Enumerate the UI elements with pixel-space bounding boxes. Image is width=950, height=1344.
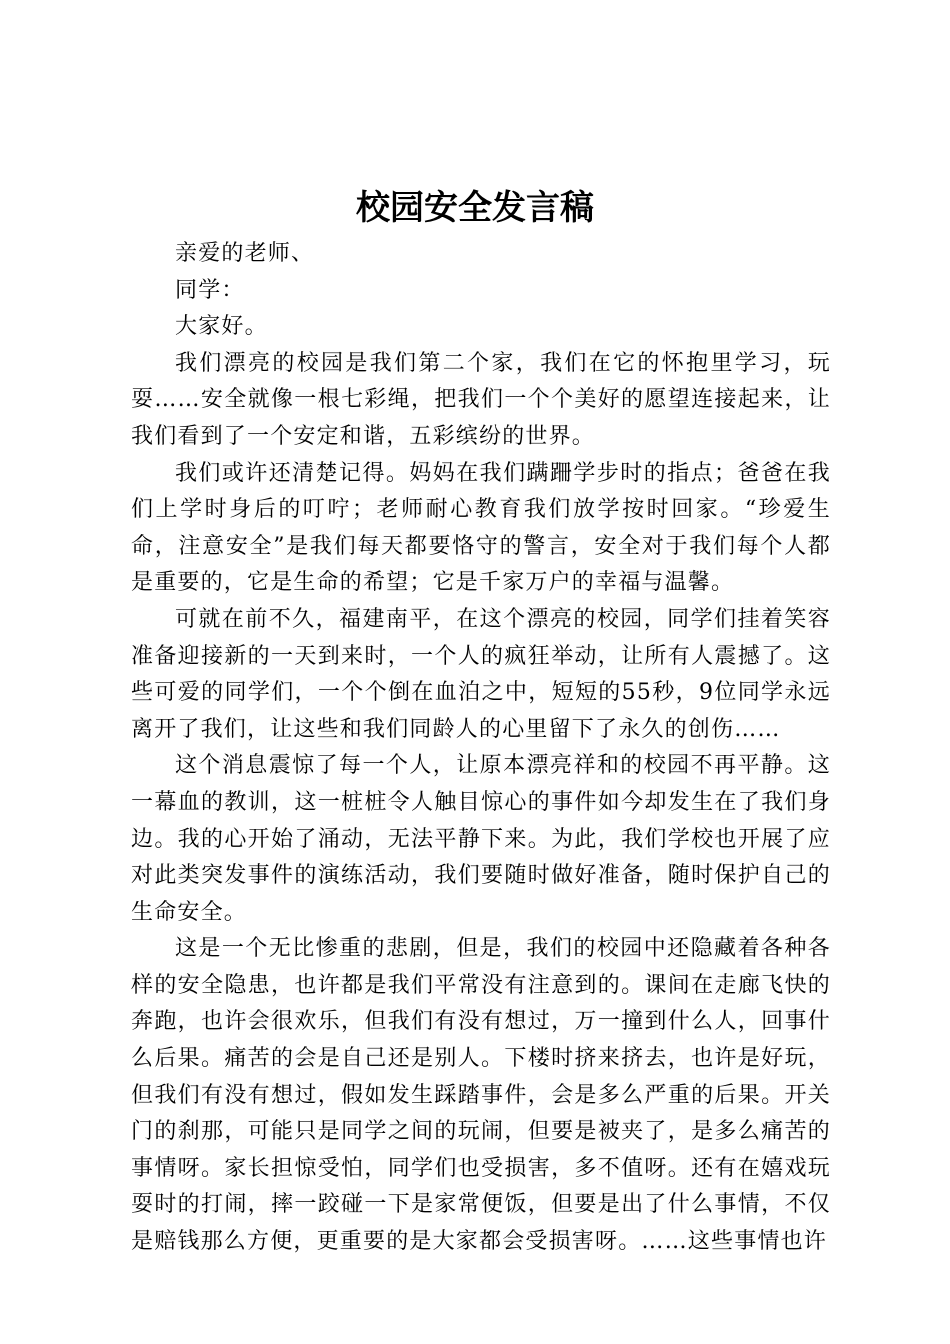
salutation-line-2: 同学： xyxy=(175,277,245,303)
salutation-line-1: 亲爱的老师、 xyxy=(175,241,315,266)
document-body xyxy=(131,236,831,1261)
body-paragraph: 我们漂亮的校园是我们第二个家，我们在它的怀抱里学习，玩耍……安全就像一根七彩绳，把我们一个个美好的愿望连接起来，让我们看到了一个安定和谐，五彩缤纷的世界。 xyxy=(131,350,831,449)
body-paragraph: 这是一个无比惨重的悲剧，但是，我们的校园中还隐藏着各种各样的安全隐患，也许都是我们平常没有注意到的。课间在走廊飞快的奔跑，也许会很欢乐，但我们有没有想过，万一撞到什么人，回事什么后果。痛苦的会是自己还是别人。下楼时挤来挤去，也许是好玩，但我们有没有想过，假如发生踩踏事件，会是多么严重的后果。开关门的刹那，可能只是同学之间的玩闹，但要是被夹了，是多么痛苦的事情呀。家长担惊受怕，同学们也受损害，多不值呀。还有在嬉戏玩耍时的打闹，摔一跤碰一下是家常便饭，但要是出了什么事情，不仅是赔钱那么方便，更重要的是大家都会受损害呀。……这些事情也许 xyxy=(131,936,831,1255)
body-paragraph: 我们或许还清楚记得。妈妈在我们蹒跚学步时的指点；爸爸在我们上学时身后的叮咛；老师耐心教育我们放学按时回家。“珍爱生命，注意安全”是我们每天都要恪守的警言，安全对于我们每个人都是重要的，它是生命的希望；它是千家万户的幸福与温馨。 xyxy=(131,460,831,596)
document-title: 校园安全发言稿 xyxy=(356,188,594,228)
body-paragraph: 可就在前不久，福建南平，在这个漂亮的校园，同学们挂着笑容准备迎接新的一天到来时，一个人的疯狂举动，让所有人震撼了。这些可爱的同学们，一个个倒在血泊之中，短短的55秒，9位同学永远离开了我们，让这些和我们同龄人的心里留下了永久的创伤…… xyxy=(131,606,831,742)
greeting-line: 大家好。 xyxy=(175,314,268,340)
body-paragraph: 这个消息震惊了每一个人，让原本漂亮祥和的校园不再平静。这一幕血的教训，这一桩桩令人触目惊心的事件如今却发生在了我们身边。我的心开始了涌动，无法平静下来。为此，我们学校也开展了应对此类突发事件的演练活动，我们要随时做好准备，随时保护自己的生命安全。 xyxy=(131,753,831,925)
